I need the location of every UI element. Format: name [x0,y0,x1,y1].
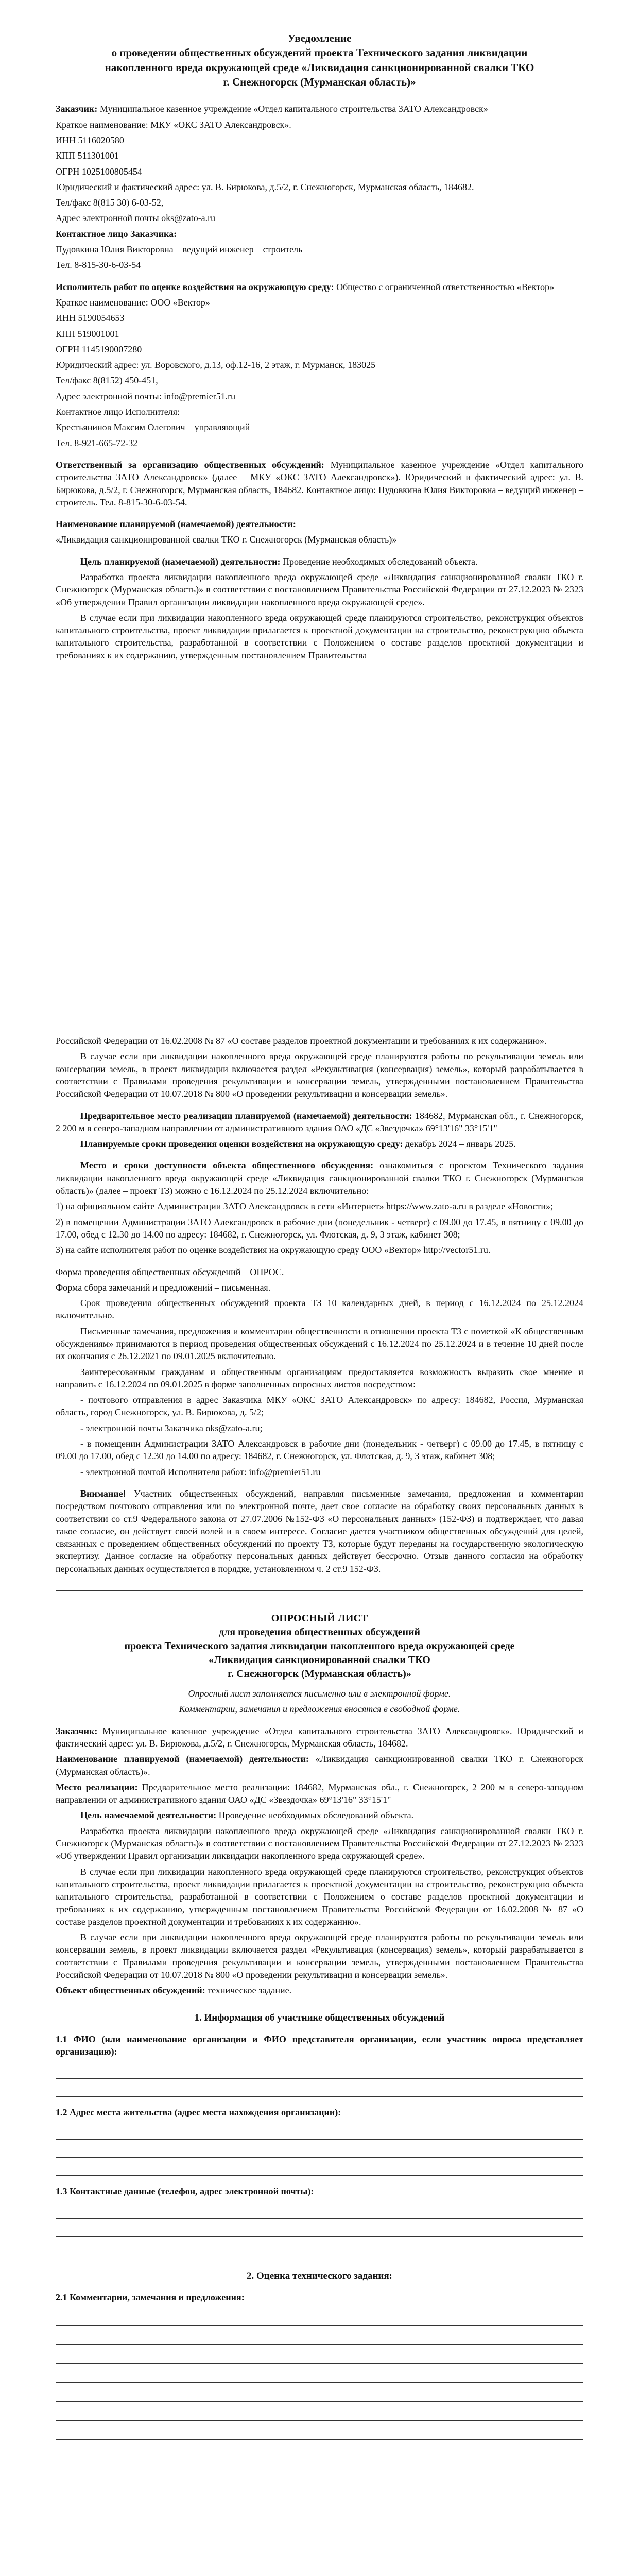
answer-line[interactable] [56,2079,583,2097]
form-intro: Форма проведения общественных обсуждений – ОПРОС. [56,1266,284,1277]
access-item: 1) на официальном сайте Администрации ЗАТО Александровск в сети «Интернет» https://www.zato-a.ru в разделе «Новости»; [56,1201,554,1212]
customer-label: Заказчик: [56,104,98,114]
survey-place-value: Предварительное место реализации: 184682, Мурманская обл., г. Снежногорск, 2 200 м в северо-западном направлении от административного здания ОАО «ДС «Звездочка» 69°13'16" 33°15'1" [56,1782,583,1805]
answer-line[interactable] [56,2364,583,2383]
survey-customer-label: Заказчик: [56,1725,98,1736]
form-channel: - электронной почты Заказчика oks@zato-a.ru; [80,1422,263,1433]
title-line: накопленного вреда окружающей среде «Ликвидация санкционированной свалки ТКО [105,61,534,74]
attention-block [56,1487,583,1575]
survey-section-1: 1. Информация об участнике общественных обсуждений [194,2012,445,2023]
continuation-block [56,1035,583,1100]
responsible-text: Муниципальное казенное учреждение «Отдел капитального строительства ЗАТО Александровск» (далее – МКУ «ОКС ЗАТО Александровск»). Юридический и фактический адрес: ул. В. Бирюкова, д.5/2, г. Снежногорск, Мурманская область, 184682. Контактное лицо: Пудовкина Юлия Викторовна – ведущий инженер – строитель. Тел. 8-815-30-6-03-54. [56,459,584,507]
survey-customer-text: Муниципальное казенное учреждение «Отдел капитального строительства ЗАТО Александровск». Юридический и фактический адрес: ул. В. Бирюкова, д.5/2, г. Снежногорск, Мурманская область, 184682. [56,1725,584,1749]
survey-paragraph: Разработка проекта ликвидации накопленного вреда окружающей среде «Ликвидация санкционированной свалки ТКО г. Снежногорск (Мурманская область)» в соответствии с постановлением Правительства Российской Федерации от 27.12.2023 № 2323 «Об утверждении Правил организации ликвидации накопленного вреда окружающей среде». [56,1825,583,1861]
goal-value: Проведение необходимых обследований объекта. [282,556,478,567]
location-block [56,1110,583,1150]
answer-line[interactable] [56,2219,583,2237]
answer-line[interactable] [56,2459,583,2478]
answer-line[interactable] [56,2402,583,2421]
access-text: ознакомиться с проектом Технического задания ликвидации накопленного вреда окружающей среде «Ликвидация санкционированной свалки ТКО г. Снежногорск (Мурманская область)» (далее – проект ТЗ) можно с 16.12.2024 по 25.12.2024 включительно: [56,1160,584,1196]
survey-title-line: ОПРОСНЫЙ ЛИСТ [271,1613,368,1624]
customer-kpp: КПП 511301001 [56,150,119,161]
location-label: Предварительное место реализации планируемой (намечаемой) деятельности: [80,1110,412,1121]
contractor-ogrn: ОГРН 1145190007280 [56,344,142,354]
question-label: 2.1 Комментарии, замечания и предложения: [56,2292,245,2302]
contractor-inn: ИНН 5190054653 [56,313,125,324]
contractor-contact: Крестьянинов Максим Олегович – управляющий [56,422,250,433]
answer-line[interactable] [56,2554,583,2573]
access-item-text: на сайте исполнителя работ по оценке воздействия на окружающую среду ООО «Вектор» http://vector51.ru. [65,1245,491,1256]
survey-title-line: для проведения общественных обсуждений [218,1626,421,1638]
customer-contact-phone: Тел. 8-815-30-6-03-54 [56,260,141,270]
survey-goal-value: Проведение необходимых обследований объекта. [218,1810,414,1821]
answer-line[interactable] [56,2140,583,2158]
answer-line[interactable] [56,2345,583,2364]
customer-contact: Пудовкина Юлия Викторовна – ведущий инженер – строитель [56,244,303,255]
survey-object-label: Объект общественных обсуждений: [56,1985,205,1996]
customer-inn: ИНН 5116020580 [56,134,124,145]
form-period: Срок проведения общественных обсуждений проекта ТЗ 10 календарных дней, в период с 16.12.2024 по 25.12.2024 включительно. [56,1298,583,1321]
question-label: 1.3 Контактные данные (телефон, адрес электронной почты): [56,2186,314,2197]
contractor-address: Юридический адрес: ул. Воровского, д.13, оф.12-16, 2 этаж, г. Мурманск, 183025 [56,360,376,370]
access-label: Место и сроки доступности объекта общественного обсуждения: [80,1160,374,1171]
survey-activity-label: Наименование планируемой (намечаемой) деятельности: [56,1754,309,1765]
access-block [56,1159,583,1256]
contractor-label: Исполнитель работ по оценке воздействия на окружающую среду: [56,281,334,292]
answer-line[interactable] [56,2516,583,2535]
customer-short-name: Краткое наименование: МКУ «ОКС ЗАТО Александровск». [56,119,291,130]
form-interested: Заинтересованным гражданам и общественным организациям предоставляется возможность выразить свое мнение и направить с 16.12.2024 по 09.01.2025 в форме заполненных опросных листов посредством: [56,1366,583,1389]
survey-goal-label: Цель намечаемой деятельности: [80,1810,217,1821]
answer-line[interactable] [56,2497,583,2516]
survey-object-value: техническое задание. [208,1985,292,1996]
form-channel: - в помещении Администрации ЗАТО Александровск в рабочие дни (понедельник - четверг) с 09.00 до 17.45, в пятницу с 09.00 до 17.00, обед с 12.30 до 14.00 по адресу: 184682, г. Снежногорск, ул. Флотская, д. 9, 3 этаж, кабинет 308; [56,1438,583,1462]
survey-info [56,1725,583,1997]
activity-label: Наименование планируемой (намечаемой) деятельности: [56,519,296,530]
goal-block [56,555,583,662]
goal-label: Цель планируемой (намечаемой) деятельности: [80,556,281,567]
access-item-text: в помещении Администрации ЗАТО Александровск в рабочие дни (понедельник - четверг) с 09.00 до 17.45, в пятницу с 09.00 до 17.00, обед с 12.30 до 14.00 по адресу: 184682, г. Снежногорск, ул. Флотская, д. 9, 3 этаж, кабинет 308; [56,1216,583,1240]
customer-block [56,103,583,271]
title-line: г. Снежногорск (Мурманская область)» [223,76,416,89]
survey-paragraph: В случае если при ликвидации накопленного вреда окружающей среде планируются строительство, реконструкция объектов капитального строительства, проект ликвидации прилагается к проектной документации на строительство, реконструкцию объекта капитального строительства, разработанной в соответствии с Положением о составе разделов проектной документации и требованиях к их содержанию, утвержденным постановлением Правительства Российской Федерации от 16.02.2008 № 87 «О составе разделов проектной документации и требованиях к их содержанию». [56,1866,583,1927]
answer-line[interactable] [56,2326,583,2345]
answer-line[interactable] [56,2478,583,2497]
question-label: 1.2 Адрес места жительства (адрес места нахождения организации): [56,2107,341,2118]
customer-contact-label: Контактное лицо Заказчика: [56,228,177,239]
form-comments: Форма сбора замечаний и предложений – письменная. [56,1282,271,1293]
title-line: Уведомление [287,32,352,44]
form-written: Письменные замечания, предложения и комментарии общественности в отношении проекта ТЗ с пометкой «К общественным обсуждениям» принимаются в период проведения общественных обсуждений с 16.12.2024 по 25.12.2024 и в течение 10 дней после их окончания с 26.12.2021 по 09.01.2025 включительно. [56,1326,583,1362]
contractor-kpp: КПП 519001001 [56,328,119,339]
notice-title [56,31,583,89]
form-channel: - электронной почтой Исполнителя работ: info@premier51.ru [80,1466,321,1477]
contractor-phone: Тел/факс 8(8152) 450-451, [56,375,158,386]
answer-line[interactable] [56,2307,583,2326]
contractor-email: Адрес электронной почты: info@premier51.ru [56,391,236,401]
question-label: 1.1 ФИО (или наименование организации и ФИО представителя организации, если участник опроса представляет организацию): [56,2033,583,2057]
question-1-1 [56,2033,583,2097]
activity-value: «Ликвидация санкционированной свалки ТКО г. Снежногорск (Мурманская область)» [56,534,397,545]
contractor-value: Общество с ограниченной ответственностью «Вектор» [336,281,555,292]
answer-line[interactable] [56,2061,583,2079]
notice [56,31,583,2576]
survey-title [56,1612,583,1681]
customer-address: Юридический и фактический адрес: ул. В. Бирюкова, д.5/2, г. Снежногорск, Мурманская область, 184682. [56,181,474,192]
question-1-3 [56,2185,583,2255]
access-item: 2) в помещении Администрации ЗАТО Александровск в рабочие дни (понедельник - четверг) с 09.00 до 17.45, в пятницу с 09.00 до 17.00, обед с 12.30 до 14.00 по адресу: 184682, г. Снежногорск, ул. Флотская, д. 9, 3 этаж, кабинет 308; [56,1216,583,1240]
contractor-contact-phone: Тел. 8-921-665-72-32 [56,437,138,448]
answer-line[interactable] [56,2383,583,2402]
answer-line[interactable] [56,2122,583,2140]
paragraph: Разработка проекта ликвидации накопленного вреда окружающей среде «Ликвидация санкционированной свалки ТКО г. Снежногорск (Мурманская область)» в соответствии с постановлением Правительства Российской Федерации от 27.12.2023 № 2323 «Об утверждении Правил организации ликвидации накопленного вреда окружающей среде». [56,571,583,607]
timing-label: Планируемые сроки проведения оценки воздействия на окружающую среду: [80,1139,403,1149]
survey-title-line: г. Снежногорск (Мурманская область)» [228,1668,411,1680]
attention-label: Внимание! [80,1488,126,1499]
survey-section-2: 2. Оценка технического задания: [247,2270,392,2281]
survey-note: Комментарии, замечания и предложения вносятся в свободной форме. [179,1704,460,1715]
question-2-1 [56,2291,583,2576]
title-line: о проведении общественных обсуждений проекта Технического задания ликвидации [111,46,528,59]
survey-paragraph: В случае если при ликвидации накопленного вреда окружающей среде планируются работы по рекультивации земель или консервации земель, в проект ликвидации включается раздел «Рекультивация (консервация) земель», который разрабатывается в соответствии с Правилами проведения рекультивации и консервации земель, утвержденными постановлением Правительства Российской Федерации от 10.07.2018 № 800 «О проведении рекультивации и консервации земель». [56,1932,583,1980]
access-item-text: на официальном сайте Администрации ЗАТО Александровск в сети «Интернет» https://www.zato-a.ru в разделе «Новости»; [65,1201,554,1212]
answer-line[interactable] [56,2440,583,2459]
customer-value: Муниципальное казенное учреждение «Отдел капитального строительства ЗАТО Александровск» [99,104,488,114]
responsible-block [56,459,583,509]
customer-email: Адрес электронной почты oks@zato-a.ru [56,213,216,224]
answer-line[interactable] [56,2535,583,2554]
answer-line[interactable] [56,2573,583,2576]
paragraph: В случае если при ликвидации накопленного вреда окружающей среде планируются строительство, реконструкция объектов капитального строительства, проект ликвидации прилагается к проектной документации на строительство, реконструкцию объекта капитального строительства, разработанной в соответствии с Положением о составе разделов проектной документации и требованиях к их содержанию, утвержденным постановлением Правительства [56,612,583,660]
survey-title-line: «Ликвидация санкционированной свалки ТКО [209,1654,430,1666]
answer-line[interactable] [56,2201,583,2219]
paragraph: Российской Федерации от 16.02.2008 № 87 «О составе разделов проектной документации и требованиях к их содержанию». [56,1036,547,1046]
attention-text: Участник общественных обсуждений, направляя письменные замечания, предложения и комментарии посредством почтового отправления или по электронной почте, дает свое согласие на обработку своих персональных данных в соответствии со ст.9 Федерального закона от 27.07.2006 №152-ФЗ «О персональных данных» (152-ФЗ) и подтверждает, что давая такое согласие, он действует своей волей и в своем интересе. Согласие дается участником общественных обсуждений для целей, связанных с проведением общественных обсуждений по проекту ТЗ, которые будут переданы на государственную экологическую экспертизу. Данное согласие на обработку персональных данных действует бессрочно. Отзыв данного согласия на обработку персональных данных осуществляется в порядке, установленном ч. 2 ст.9 152-ФЗ. [56,1488,583,1574]
contractor-contact-label: Контактное лицо Исполнителя: [56,406,180,417]
answer-line[interactable] [56,2421,583,2440]
survey-note: Опросный лист заполняется письменно или в электронной форме. [188,1688,451,1699]
paragraph: В случае если при ликвидации накопленного вреда окружающей среде планируются работы по рекультивации земель или консервации земель, в проект ликвидации включается раздел «Рекультивация (консервация) земель», который разрабатывается в соответствии с Правилами проведения рекультивации и консервации земель, утвержденными постановлением Правительства Российской Федерации от 10.07.2018 № 800 «О проведении рекультивации и консервации земель». [56,1051,583,1099]
survey-title-line: проекта Технического задания ликвидации накопленного вреда окружающей среде [124,1640,515,1652]
survey-place-label: Место реализации: [56,1782,138,1792]
location-value: 184682, Мурманская обл., г. Снежногорск, 2 200 м в северо-западном направлении от административного здания ОАО «ДС «Звездочка» 69°13'16" 33°15'1" [56,1110,583,1133]
question-1-2 [56,2106,583,2176]
customer-ogrn: ОГРН 1025100805454 [56,166,142,177]
contractor-short-name: Краткое наименование: ООО «Вектор» [56,297,210,308]
divider [56,1590,583,1591]
answer-line[interactable] [56,2158,583,2176]
form-channel: - почтового отправления в адрес Заказчика МКУ «ОКС ЗАТО Александровск» по адресу: 184682, Россия, Мурманская область, город Снежногорск, ул. В. Бирюкова, д. 5/2; [56,1395,583,1418]
activity-block [56,518,583,546]
access-item: 3) на сайте исполнителя работ по оценке воздействия на окружающую среду ООО «Вектор» http://vector51.ru. [56,1245,491,1256]
customer-phone: Тел/факс 8(815 30) 6-03-52, [56,197,164,208]
page-gap [56,665,583,1025]
answer-line[interactable] [56,2237,583,2255]
form-block [56,1266,583,1478]
responsible-label: Ответственный за организацию общественных обсуждений: [56,459,324,470]
timing-value: декабрь 2024 – январь 2025. [405,1139,516,1149]
contractor-block [56,281,583,449]
survey-activity-value: «Ликвидация санкционированной свалки ТКО г. Снежногорск (Мурманская область)». [56,1754,584,1777]
